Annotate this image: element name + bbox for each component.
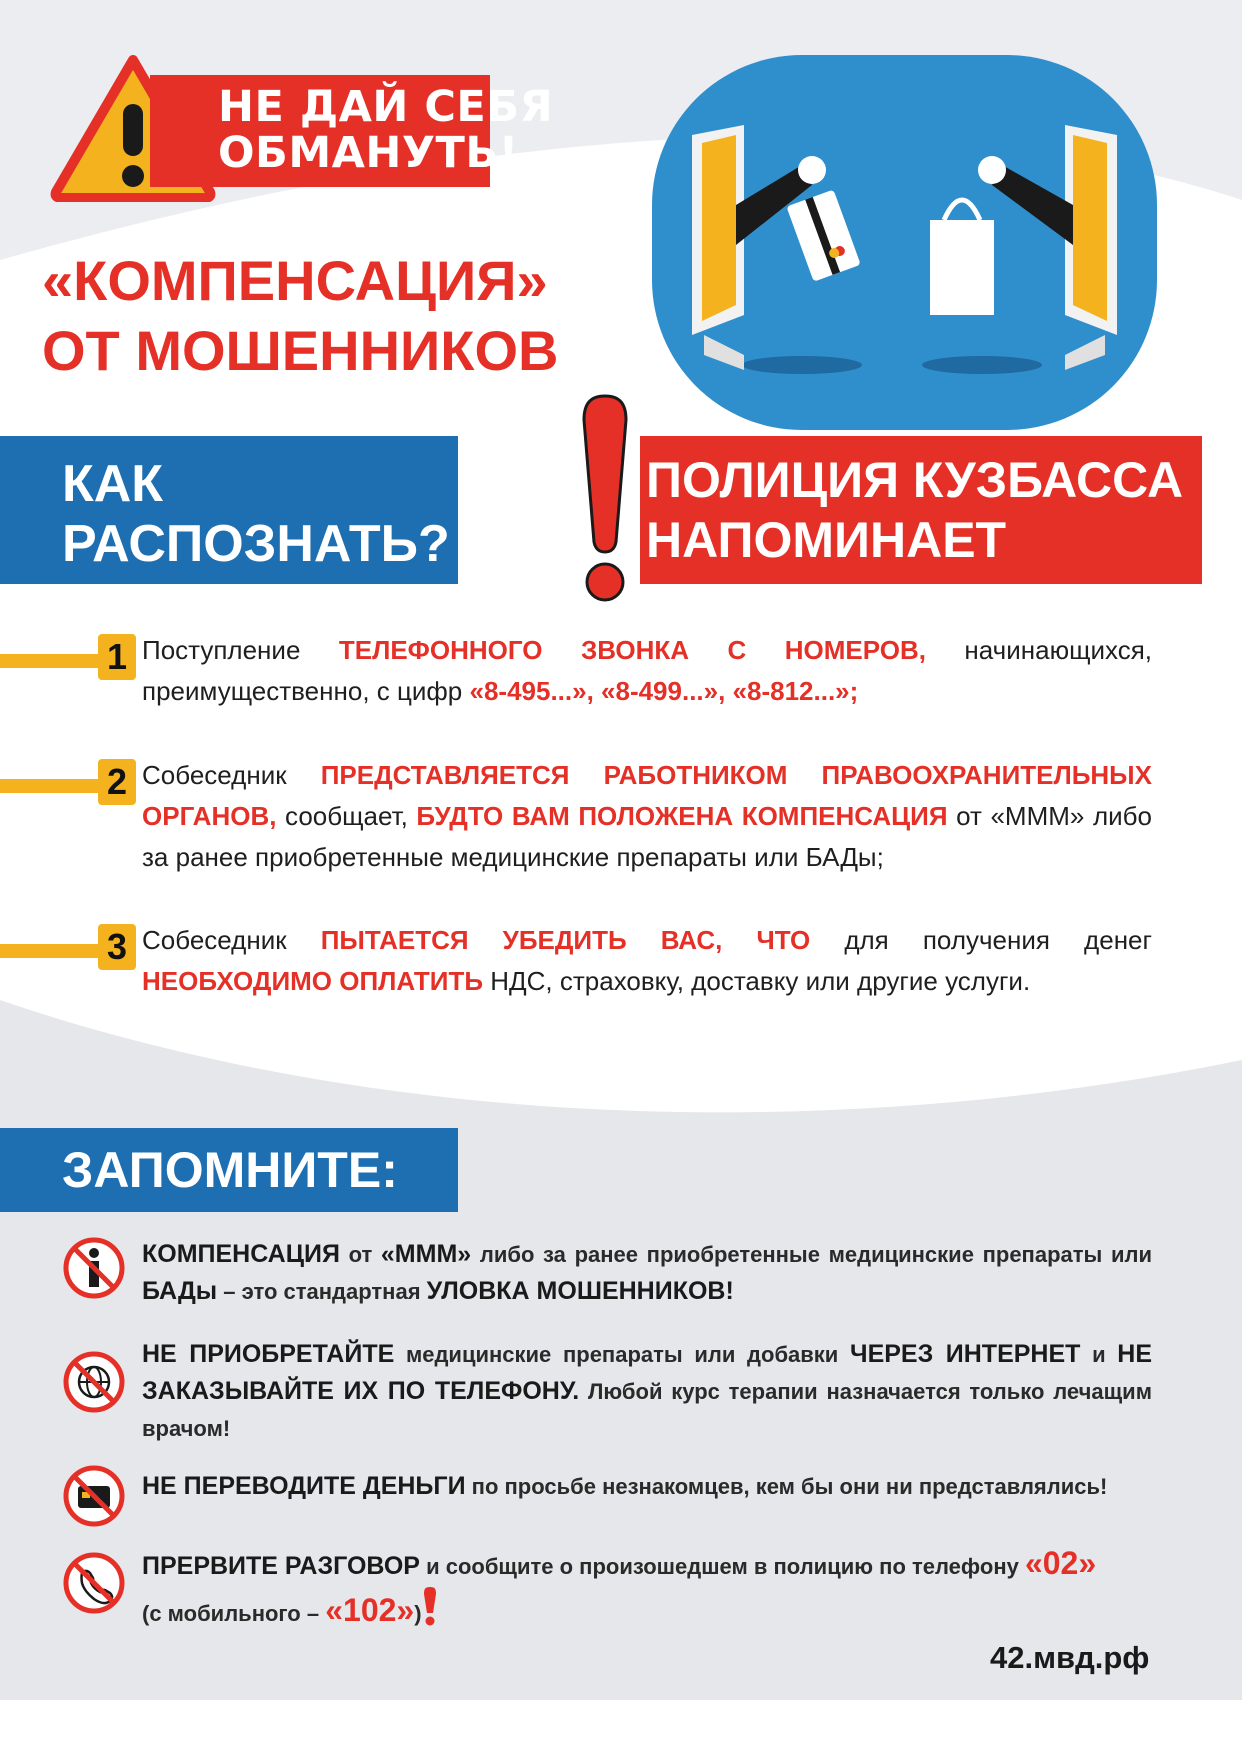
step-text: [142, 920, 1152, 1002]
step-text-part: сообщает,: [276, 801, 417, 831]
no-card-icon: [62, 1464, 126, 1528]
remember-item-bold: УЛОВКА МОШЕННИКОВ!: [426, 1277, 734, 1305]
step-text: [142, 755, 1152, 878]
remember-item-bold: НЕ ПРИОБРЕТАЙТЕ: [142, 1340, 395, 1368]
online-purchase-illustration: [652, 55, 1157, 430]
remember-item-part: – это стандартная: [217, 1279, 427, 1304]
remember-item-part: и сообщите о произошедшем в полицию по телефону: [419, 1554, 1025, 1579]
step-text: [142, 630, 1152, 712]
warning-line-1: НЕ ДАЙ СЕБЯ: [218, 82, 554, 132]
how-to-recognize-line-1: КАК: [62, 455, 164, 513]
no-phone-icon: [62, 1551, 126, 1615]
remember-item-bold: БАДы: [142, 1277, 218, 1305]
step-number: 1: [98, 634, 136, 680]
step-text-part: Собеседник: [142, 925, 321, 955]
step-text-part: от «МММ» либо за ранее приобретенные медицинские препараты или БАДы;: [142, 801, 1152, 872]
step-text-highlight: ПЫТАЕТСЯ УБЕДИТЬ ВАС, ЧТО: [320, 925, 811, 955]
page-title-line-1: «КОМПЕНСАЦИЯ»: [42, 249, 548, 312]
remember-item-part: ): [414, 1601, 422, 1626]
phone-number-102: «102»: [325, 1592, 415, 1628]
police-reminds-heading: [640, 436, 1202, 584]
step-text-part: Собеседник: [142, 760, 321, 790]
remember-item-part: либо за ранее приобретенные медицинские препараты или: [471, 1242, 1152, 1267]
remember-item-bold: ЧЕРЕЗ ИНТЕРНЕТ: [850, 1340, 1081, 1368]
step-text-highlight: БУДТО ВАМ ПОЛОЖЕНА КОМПЕНСАЦИЯ: [416, 801, 948, 831]
small-exclamation-icon: [422, 1585, 438, 1627]
step-text-part: Поступление: [142, 635, 339, 665]
warning-text: [218, 84, 553, 176]
remember-item-bold: КОМПЕНСАЦИЯ: [142, 1240, 340, 1268]
remember-item-bold: НЕ ПЕРЕВОДИТЕ ДЕНЬГИ: [142, 1472, 466, 1500]
police-reminds-line-2: НАПОМИНАЕТ: [646, 512, 1007, 568]
remember-item-part: и: [1080, 1342, 1118, 1367]
step-text-highlight: ПРЕДСТАВЛЯЕТСЯ РАБОТНИКОМ ПРАВООХРАНИТЕЛЬНЫХ ОРГАНОВ,: [142, 760, 1152, 831]
no-internet-icon: [62, 1350, 126, 1414]
step-text-highlight: «8-495...», «8-499...», «8-812...»;: [469, 676, 859, 706]
remember-item-part: (с мобильного –: [142, 1601, 326, 1626]
warning-line-2: ОБМАНУТЬ!: [218, 128, 519, 178]
step-number: 3: [98, 924, 136, 970]
remember-item-bold: НЕ ЗАКАЗЫВАЙТЕ ИХ ПО ТЕЛЕФОНУ.: [142, 1340, 1153, 1405]
step-number: 2: [98, 759, 136, 805]
step-text-part: начинающихся, преимущественно, с цифр: [142, 635, 1152, 706]
how-to-recognize-heading: [0, 436, 458, 584]
exclamation-icon: [580, 392, 630, 604]
remember-item-text: [142, 1468, 1152, 1505]
no-info-icon: [62, 1236, 126, 1300]
remember-item-bold: ПРЕРВИТЕ РАЗГОВОР: [142, 1552, 420, 1580]
page-title: [42, 246, 558, 386]
how-to-recognize-line-2: РАСПОЗНАТЬ?: [62, 515, 450, 573]
step-text-part: для получения денег: [810, 925, 1152, 955]
remember-item-bold: «МММ»: [380, 1240, 472, 1268]
remember-heading-text: ЗАПОМНИТЕ:: [62, 1142, 398, 1198]
page-title-line-2: ОТ МОШЕННИКОВ: [42, 319, 559, 382]
remember-item-text: [142, 1545, 1152, 1632]
remember-item-text: [142, 1336, 1152, 1447]
remember-item-text: [142, 1236, 1152, 1310]
police-reminds-line-1: ПОЛИЦИЯ КУЗБАССА: [646, 452, 1184, 508]
step-text-highlight: ТЕЛЕФОННОГО ЗВОНКА С НОМЕРОВ,: [338, 635, 926, 665]
remember-item-part: Любой курс терапии назначается только лечащим врачом!: [142, 1379, 1152, 1441]
remember-item-part: медицинские препараты или добавки: [394, 1342, 851, 1367]
website-link[interactable]: 42.мвд.рф: [990, 1640, 1150, 1675]
remember-item-part: по просьбе незнакомцев, кем бы они ни представлялись!: [465, 1474, 1108, 1499]
step-text-part: НДС, страховку, доставку или другие услуги.: [483, 966, 1031, 996]
phone-number-02: «02»: [1024, 1545, 1097, 1581]
remember-heading: [0, 1128, 458, 1212]
step-text-highlight: НЕОБХОДИМО ОПЛАТИТЬ: [142, 966, 484, 996]
remember-item-part: от: [339, 1242, 381, 1267]
